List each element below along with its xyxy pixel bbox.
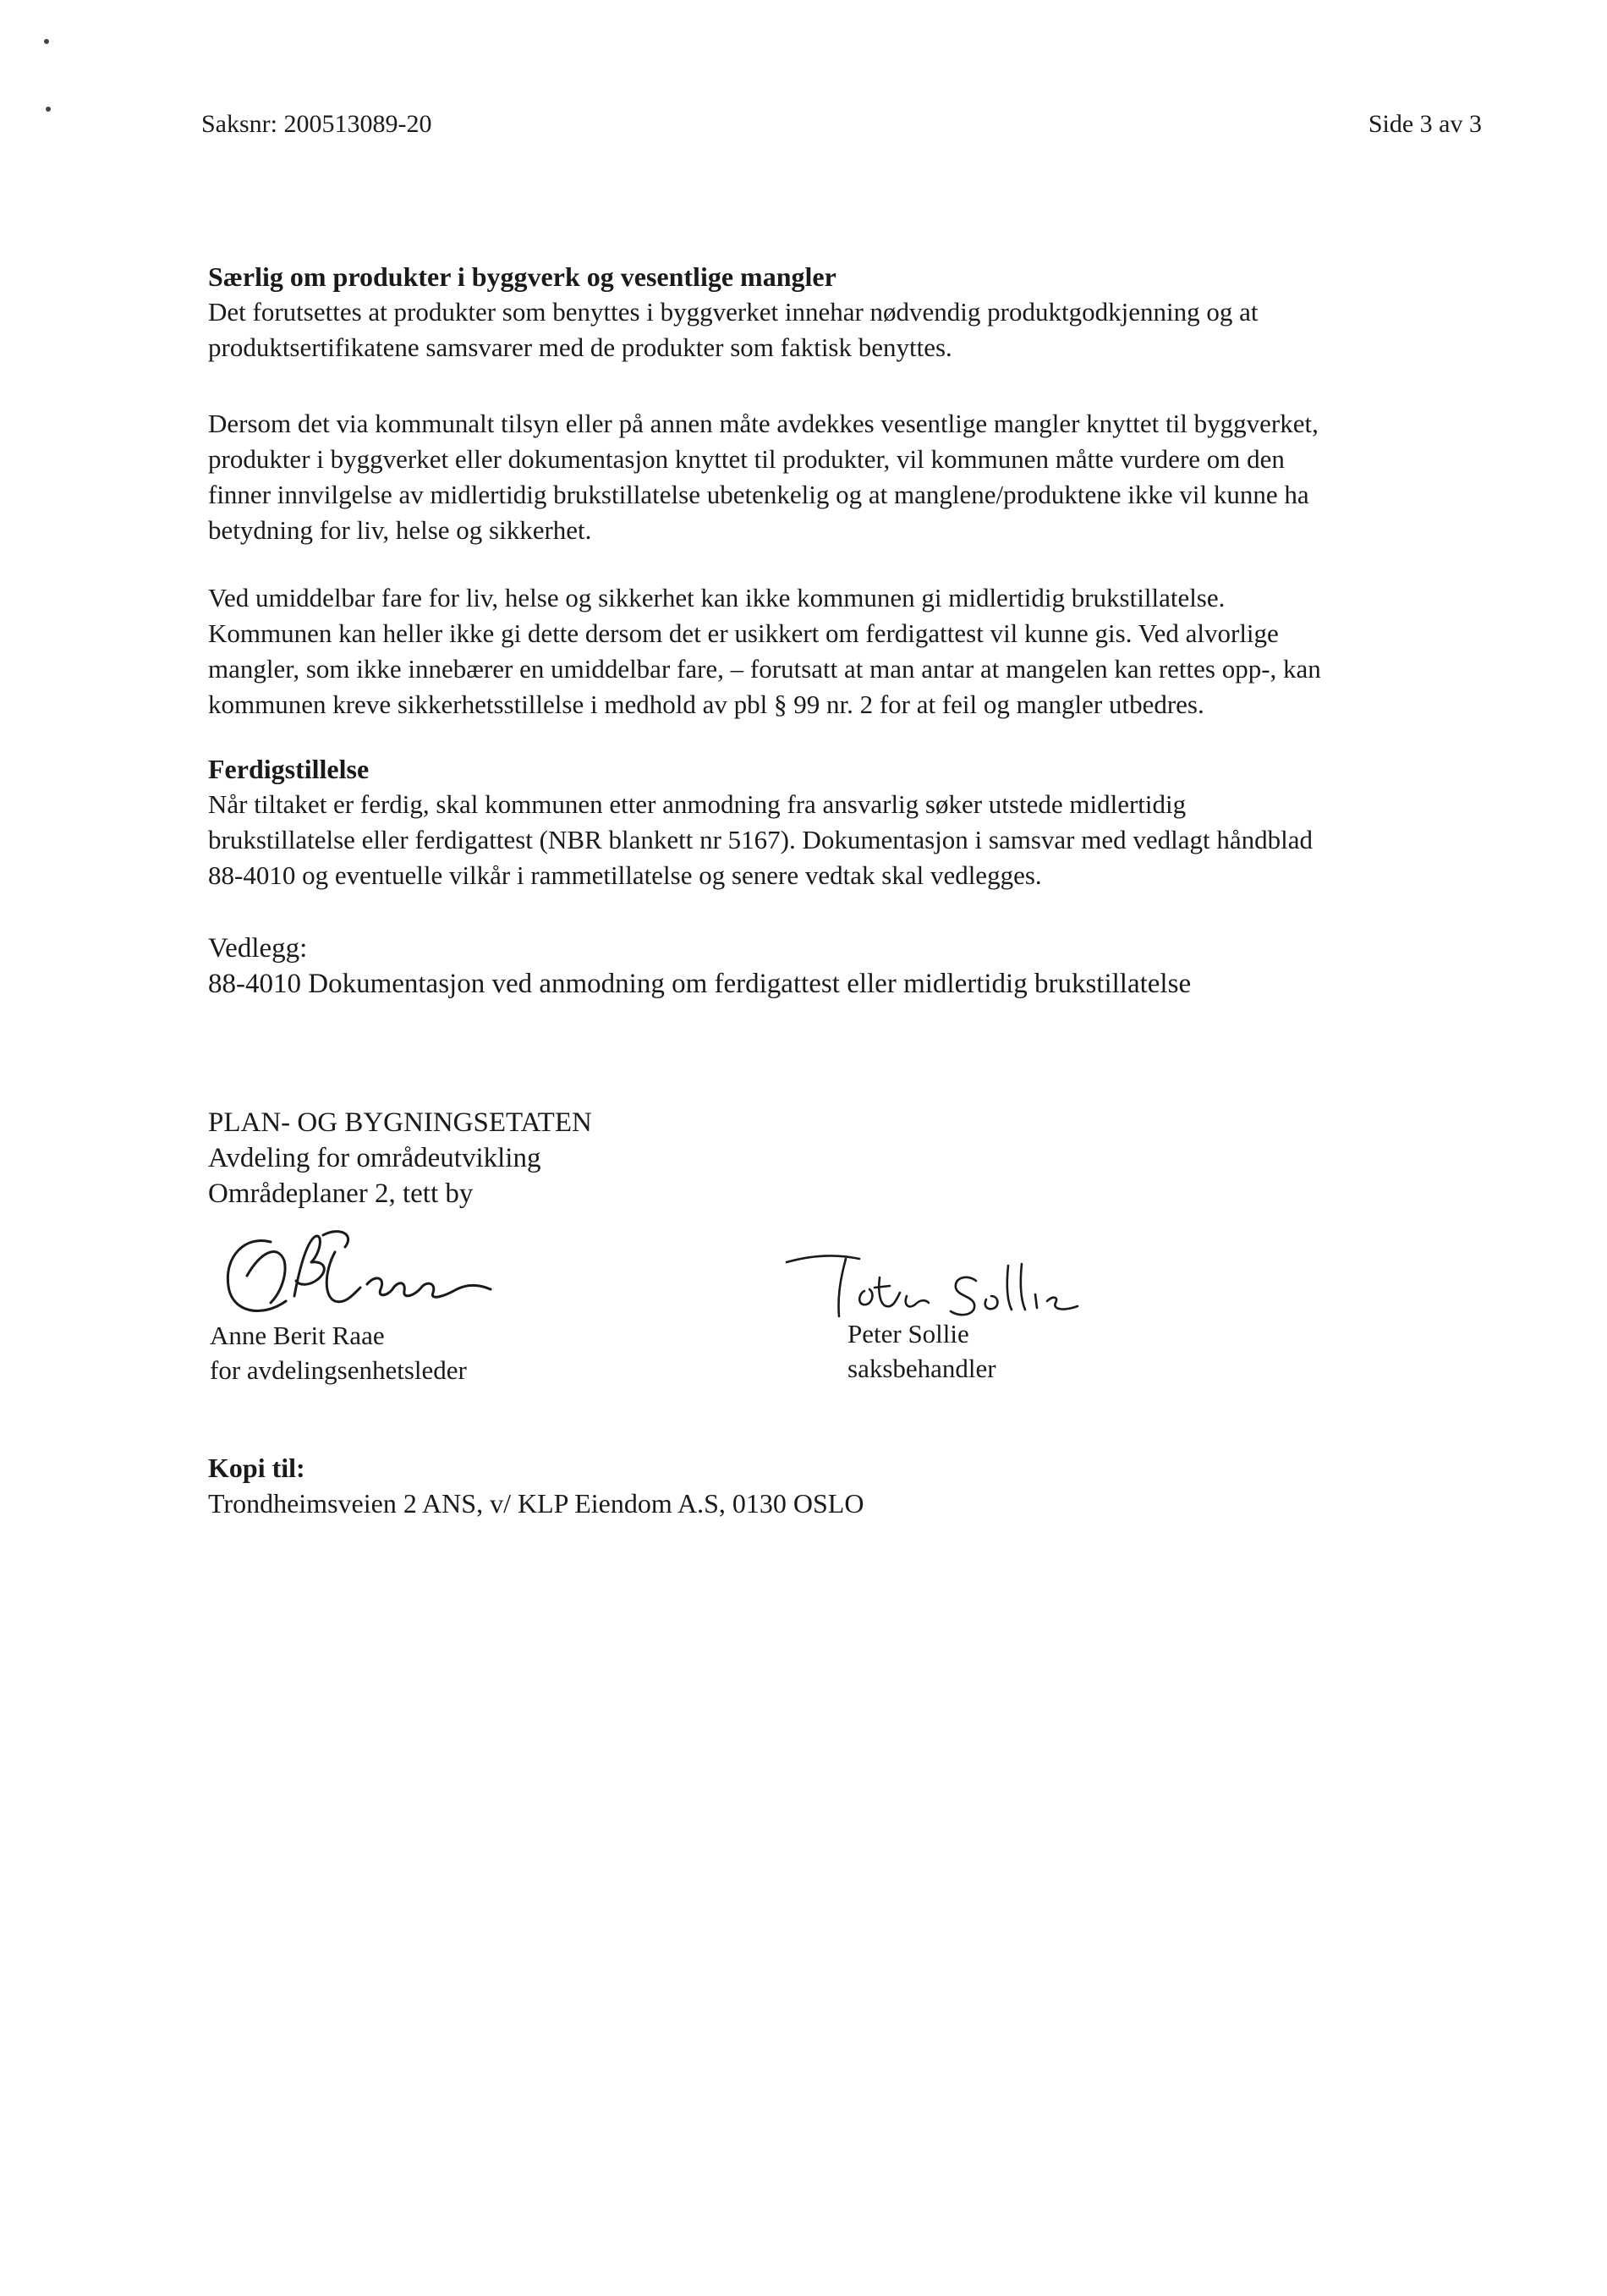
attachments-label: Vedlegg: [208,933,308,964]
signature-peter-sollie [776,1244,1132,1328]
copy-recipient: Trondheimsveien 2 ANS, v/ KLP Eiendom A.S, 0130 OSLO [208,1488,864,1519]
paragraph-line: Når tiltaket er ferdig, skal kommunen etter anmodning fra ansvarlig søker utstede midlertidig [208,789,1187,819]
section-products [208,259,1494,365]
attachments [208,931,1191,1002]
section-completion [208,751,1494,893]
paragraph-line: Dersom det via kommunalt tilsyn eller på annen måte avdekkes vesentlige mangler knyttet til byggverket, [208,409,1319,438]
sender-unit: Områdeplaner 2, tett by [208,1178,474,1209]
paragraph-line: finner innvilgelse av midlertidig brukstillatelse ubetenkelig og at manglene/produktene ikke vil kunne ha [208,480,1309,509]
paragraph-line: Det forutsettes at produkter som benyttes i byggverket innehar nødvendig produktgodkjenning og at [208,297,1259,327]
paragraph-line: kommunen kreve sikkerhetsstillelse i medhold av pbl § 99 nr. 2 for at feil og mangler utbedres. [208,689,1204,719]
attachment-item: 88-4010 Dokumentasjon ved anmodning om ferdigattest eller midlertidig brukstillatelse [208,969,1192,999]
sender-block [208,1105,592,1211]
section-title: Ferdigstillelse [208,754,370,784]
paragraph-line: Ved umiddelbar fare for liv, helse og sikkerhet kan ikke kommunen gi midlertidig brukstillatelse. [208,583,1226,612]
copy-title: Kopi til: [208,1453,305,1483]
signatory-role: for avdelingsenhetsleder [210,1355,467,1385]
paragraph-line: Kommunen kan heller ikke gi dette dersom det er usikkert om ferdigattest vil kunne gis. Ved alvorlige [208,618,1279,648]
copy-block [208,1450,864,1521]
page-indicator: Side 3 av 3 [1368,110,1482,138]
paragraph-line: 88-4010 og eventuelle vilkår i rammetillatelse og senere vedtak skal vedlegges. [208,860,1042,890]
signatory-left [210,1318,467,1387]
sender-agency: PLAN- OG BYGNINGSETATEN [208,1107,592,1138]
paragraph-line: betydning for liv, helse og sikkerhet. [208,515,592,545]
scan-speck [44,39,49,44]
scan-speck [46,107,51,112]
signatory-name: Peter Sollie [847,1319,969,1348]
sender-department: Avdeling for områdeutvikling [208,1143,541,1173]
paragraph-deficiencies [208,406,1494,548]
paragraph-line: mangler, som ikke innebærer en umiddelbar fare, – forutsatt at man antar at mangelen kan rettes opp-, kan [208,654,1321,684]
signature-anne-berit-raae [211,1218,541,1328]
section-title: Særlig om produkter i byggverk og vesentlige mangler [208,261,836,292]
signatory-role: saksbehandler [847,1354,996,1383]
paragraph-danger [208,580,1494,722]
signatory-right [847,1316,996,1386]
case-number: Saksnr: 200513089-20 [201,110,432,138]
signatory-name: Anne Berit Raae [210,1321,385,1350]
paragraph-line: produktsertifikatene samsvarer med de produkter som faktisk benyttes. [208,332,952,362]
paragraph-line: brukstillatelse eller ferdigattest (NBR blankett nr 5167). Dokumentasjon i samsvar med vedlagt håndblad [208,825,1313,854]
paragraph-line: produkter i byggverket eller dokumentasjon knyttet til produkter, vil kommunen måtte vurdere om den [208,444,1285,474]
